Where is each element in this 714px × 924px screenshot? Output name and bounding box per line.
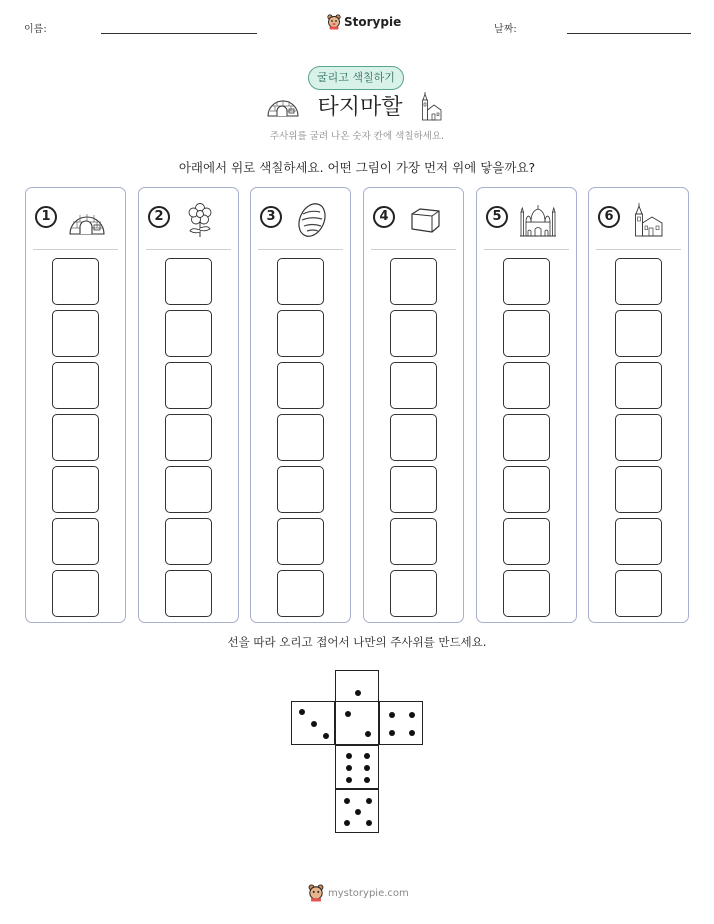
color-cell[interactable] — [277, 570, 324, 617]
brand-name: Storypie — [344, 15, 402, 29]
stone-block-icon — [406, 202, 444, 238]
column-number: 1 — [35, 206, 57, 228]
die-face-5 — [335, 789, 379, 833]
color-cell[interactable] — [165, 258, 212, 305]
color-cell[interactable] — [390, 362, 437, 409]
igloo-icon — [68, 202, 106, 238]
flower-icon — [181, 202, 219, 238]
die-pip — [344, 798, 350, 804]
die-face-2 — [335, 701, 379, 745]
color-cell[interactable] — [390, 518, 437, 565]
color-cell[interactable] — [615, 414, 662, 461]
column-header — [251, 202, 350, 240]
column-3 — [250, 187, 351, 623]
die-pip — [364, 765, 370, 771]
color-cell[interactable] — [503, 466, 550, 513]
footer-url: mystorypie.com — [328, 887, 409, 899]
storypie-mascot-icon — [308, 884, 324, 902]
column-divider — [484, 249, 569, 250]
color-cell[interactable] — [615, 310, 662, 357]
color-cell[interactable] — [615, 258, 662, 305]
column-divider — [146, 249, 231, 250]
color-cell[interactable] — [277, 258, 324, 305]
page-subtitle: 주사위를 굴려 나온 숫자 칸에 색칠하세요. — [269, 131, 445, 142]
column-divider — [33, 249, 118, 250]
color-cell[interactable] — [52, 258, 99, 305]
color-cell[interactable] — [52, 414, 99, 461]
color-cell[interactable] — [52, 570, 99, 617]
die-pip — [409, 712, 415, 718]
die-face-6 — [335, 745, 379, 789]
color-cell[interactable] — [503, 258, 550, 305]
page-title: 타지마할 — [317, 95, 403, 120]
brand-logo — [327, 14, 401, 30]
die-pip — [365, 731, 371, 737]
column-header — [364, 202, 463, 240]
die-pip — [389, 730, 395, 736]
die-pip — [355, 690, 361, 696]
color-cell[interactable] — [277, 414, 324, 461]
column-divider — [258, 249, 343, 250]
die-pip — [364, 753, 370, 759]
color-cell[interactable] — [277, 310, 324, 357]
color-cell[interactable] — [165, 570, 212, 617]
coloring-instruction: 아래에서 위로 색칠하세요. 어떤 그림이 가장 먼저 위에 닿을까요? — [178, 160, 536, 175]
column-number: 6 — [598, 206, 620, 228]
color-cell[interactable] — [52, 310, 99, 357]
color-cell[interactable] — [277, 518, 324, 565]
color-cell[interactable] — [277, 362, 324, 409]
color-cell[interactable] — [52, 362, 99, 409]
column-header — [477, 202, 576, 240]
color-cell[interactable] — [165, 518, 212, 565]
color-cell[interactable] — [165, 414, 212, 461]
date-field-line[interactable] — [567, 33, 691, 34]
color-cell[interactable] — [165, 310, 212, 357]
name-label: 이름: — [24, 24, 47, 35]
die-pip — [311, 721, 317, 727]
activity-tag: 굴리고 색칠하기 — [308, 66, 404, 90]
column-4 — [363, 187, 464, 623]
column-number: 2 — [148, 206, 170, 228]
color-cell[interactable] — [503, 570, 550, 617]
cut-instruction: 선을 따라 오리고 접어서 나만의 주사위를 만드세요. — [227, 635, 487, 649]
column-header — [139, 202, 238, 240]
column-number: 4 — [373, 206, 395, 228]
die-pip — [389, 712, 395, 718]
die-pip — [409, 730, 415, 736]
igloo-title-icon — [266, 94, 300, 118]
color-cell[interactable] — [503, 362, 550, 409]
marble-stone-icon — [293, 202, 331, 238]
color-cell[interactable] — [390, 570, 437, 617]
column-5 — [476, 187, 577, 623]
die-pip — [366, 798, 372, 804]
die-pip — [344, 820, 350, 826]
die-pip — [323, 733, 329, 739]
footer — [308, 884, 409, 902]
column-header — [589, 202, 688, 240]
color-cell[interactable] — [390, 310, 437, 357]
column-header — [26, 202, 125, 240]
die-face-3 — [291, 701, 335, 745]
column-divider — [371, 249, 456, 250]
column-6 — [588, 187, 689, 623]
church-title-icon — [420, 90, 444, 122]
die-pip — [345, 711, 351, 717]
color-cell[interactable] — [615, 518, 662, 565]
color-cell[interactable] — [390, 466, 437, 513]
color-cell[interactable] — [277, 466, 324, 513]
die-pip — [346, 765, 352, 771]
color-cell[interactable] — [52, 518, 99, 565]
column-divider — [596, 249, 681, 250]
color-cell[interactable] — [503, 414, 550, 461]
color-cell[interactable] — [390, 258, 437, 305]
die-pip — [364, 777, 370, 783]
die-pip — [346, 777, 352, 783]
column-1 — [25, 187, 126, 623]
date-label: 날짜: — [494, 24, 517, 35]
church-icon — [631, 202, 669, 238]
die-pip — [346, 753, 352, 759]
color-cell[interactable] — [615, 570, 662, 617]
column-number: 5 — [486, 206, 508, 228]
die-pip — [355, 809, 361, 815]
color-cell[interactable] — [165, 362, 212, 409]
color-cell[interactable] — [503, 518, 550, 565]
die-pip — [299, 709, 305, 715]
color-cell[interactable] — [503, 310, 550, 357]
taj-mahal-icon — [519, 202, 557, 238]
die-face-4 — [379, 701, 423, 745]
name-field-line[interactable] — [101, 33, 257, 34]
color-cell[interactable] — [390, 414, 437, 461]
color-cell[interactable] — [615, 362, 662, 409]
color-cell[interactable] — [615, 466, 662, 513]
storypie-mascot-icon — [327, 14, 341, 30]
color-cell[interactable] — [52, 466, 99, 513]
column-2 — [138, 187, 239, 623]
column-number: 3 — [260, 206, 282, 228]
color-cell[interactable] — [165, 466, 212, 513]
die-pip — [366, 820, 372, 826]
